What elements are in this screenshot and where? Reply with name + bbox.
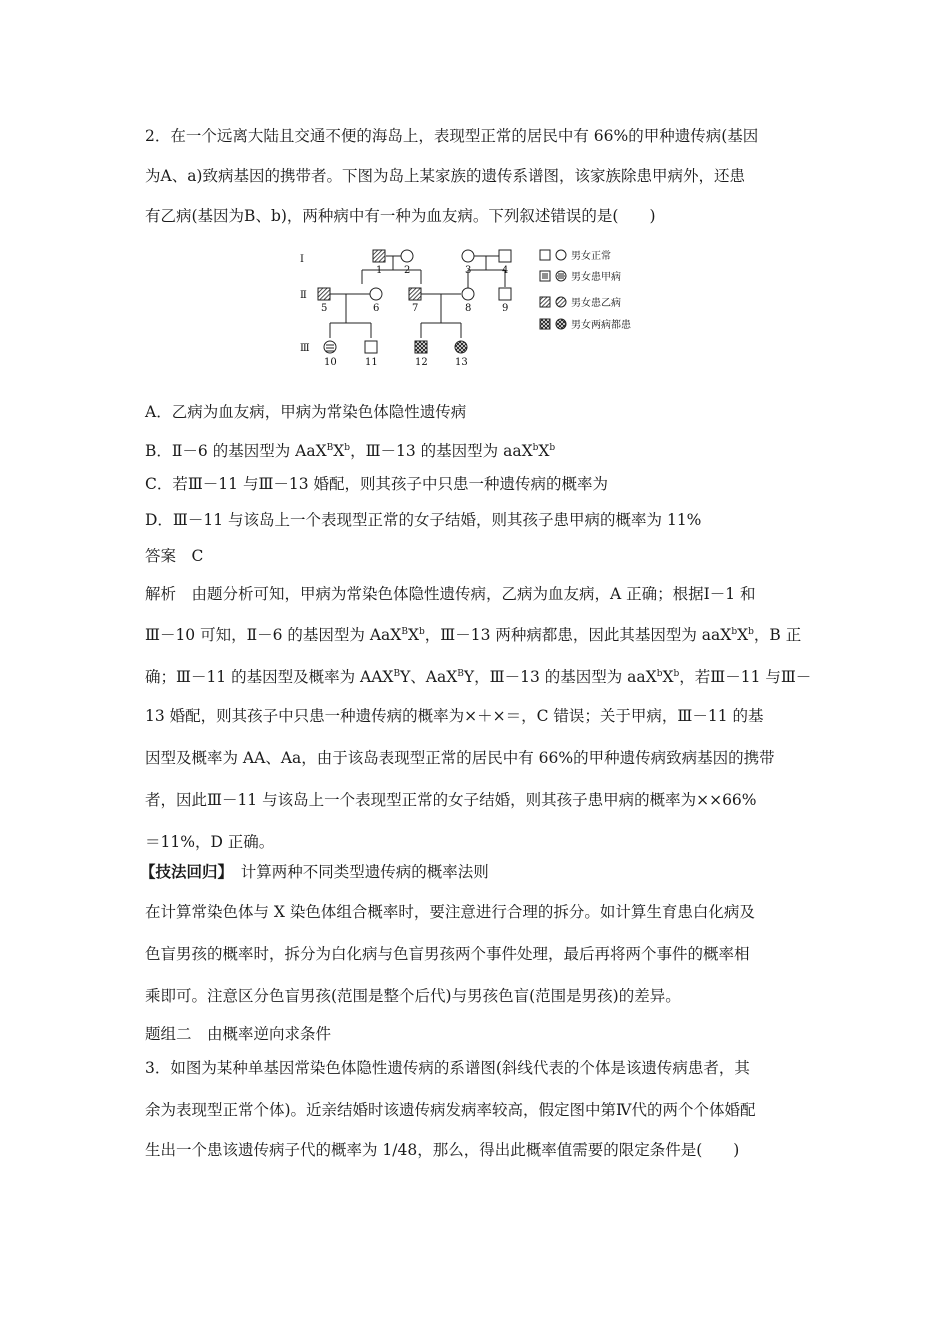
tip-line-3: 乘即可。注意区分色盲男孩(范围是整个后代)与男孩色盲(范围是男孩)的差异。 xyxy=(145,987,681,1005)
answer: 答案 C xyxy=(145,547,204,565)
lines-gen2 xyxy=(330,294,461,338)
lines-gen1-left xyxy=(362,256,421,284)
individual-I3 xyxy=(462,250,474,262)
gen-2-label: Ⅱ xyxy=(300,290,307,301)
analysis-line-6: 者，因此Ⅲ－11 与该岛上一个表现型正常的女子结婚，则其孩子患甲病的概率为××66% xyxy=(145,791,757,809)
label-6: 6 xyxy=(373,303,380,314)
analysis-line-7: ＝11%，D 正确。 xyxy=(145,833,275,851)
label-11: 11 xyxy=(365,357,378,368)
label-3: 3 xyxy=(465,265,472,276)
q3-line-1: 3．如图为某种单基因常染色体隐性遗传病的系谱图(斜线代表的个体是该遗传病患者，其 xyxy=(145,1059,750,1077)
q3-line-2: 余为表现型正常个体)。近亲结婚时该遗传病发病率较高，假定图中第Ⅳ代的两个个体婚配 xyxy=(145,1101,756,1119)
analysis-line-4: 13 婚配，则其孩子中只患一种遗传病的概率为×＋×＝，C 错误；关于甲病，Ⅲ－11 的基 xyxy=(145,707,764,725)
label-7: 7 xyxy=(412,303,419,314)
label-8: 8 xyxy=(465,303,472,314)
q2-line-1: 2．在一个远离大陆且交通不便的海岛上，表现型正常的居民中有 66%的甲种遗传病(基因 xyxy=(145,127,759,145)
tip-line-2: 色盲男孩的概率时，拆分为白化病与色盲男孩两个事件处理，最后再将两个事件的概率相 xyxy=(145,945,750,963)
analysis-line-2: Ⅲ－10 可知，Ⅱ－6 的基因型为 $AaX^BX^b$，Ⅲ－13 两种病都患，因此其基因型为 $aaX^bX^b$，B 正 xyxy=(145,626,802,645)
legend-both: 男女两病都患 xyxy=(571,320,631,331)
label-9: 9 xyxy=(502,303,509,314)
gen-3-label: Ⅲ xyxy=(300,343,310,354)
option-d: D．Ⅲ－11 与该岛上一个表现型正常的女子结婚，则其孩子患甲病的概率为 11% xyxy=(145,511,702,529)
label-4: 4 xyxy=(502,265,509,276)
individual-III11 xyxy=(365,341,377,353)
label-10: 10 xyxy=(324,357,337,368)
legend-disease-b: 男女患乙病 xyxy=(571,298,621,309)
analysis-line-3: 确；Ⅲ－11 的基因型及概率为 $AAX^BY$、AaX$^B$Y，Ⅲ－13 的基因型为 $aaX^bX^b$，若Ⅲ－11 与Ⅲ－ xyxy=(145,668,812,687)
legend-disease-a: 男女患甲病 xyxy=(571,272,621,283)
tip-line-1: 在计算常染色体与 X 染色体组合概率时，要注意进行合理的拆分。如计算生育患白化病及 xyxy=(145,903,755,921)
label-13: 13 xyxy=(455,357,468,368)
option-a: A．乙病为血友病，甲病为常染色体隐性遗传病 xyxy=(145,403,467,421)
individual-II5 xyxy=(318,288,330,300)
individual-III13 xyxy=(455,341,467,353)
pedigree-chart xyxy=(290,244,660,370)
legend-normal: 男女正常 xyxy=(571,251,611,262)
label-2: 2 xyxy=(404,265,411,276)
individual-I1 xyxy=(373,250,385,262)
option-b: B．Ⅱ－6 的基因型为 $AaX^BX^b$，Ⅲ－13 的基因型为 $aaX^bX^b$ xyxy=(145,442,556,461)
gen-1-label: Ⅰ xyxy=(300,254,304,265)
analysis-line-1: 解析 由题分析可知，甲病为常染色体隐性遗传病，乙病为血友病，A 正确；根据Ⅰ－1 和 xyxy=(145,585,756,603)
q2-line-3: 有乙病(基因为B、b)，两种病中有一种为血友病。下列叙述错误的是( ) xyxy=(145,207,656,225)
tip-heading: 【技法回归】 计算两种不同类型遗传病的概率法则 xyxy=(140,863,489,881)
individual-III12 xyxy=(415,341,427,353)
individual-II7 xyxy=(409,288,421,300)
analysis-line-5: 因型及概率为 AA、Aa，由于该岛表现型正常的居民中有 66%的甲种遗传病致病基因的携带 xyxy=(145,749,775,767)
individual-III10 xyxy=(324,341,336,353)
individual-I2 xyxy=(401,250,413,262)
label-1: 1 xyxy=(376,265,383,276)
option-c: C．若Ⅲ－11 与Ⅲ－13 婚配，则其孩子中只患一种遗传病的概率为 xyxy=(145,475,609,493)
label-12: 12 xyxy=(415,357,428,368)
q2-line-2: 为A、a)致病基因的携带者。下图为岛上某家族的遗传系谱图，该家族除患甲病外，还患 xyxy=(145,167,745,185)
label-5: 5 xyxy=(321,303,328,314)
individual-I4 xyxy=(499,250,511,262)
legend xyxy=(540,249,632,331)
q3-line-3: 生出一个患该遗传病子代的概率为 1/48，那么，得出此概率值需要的限定条件是( ) xyxy=(145,1141,740,1159)
individual-II6 xyxy=(370,288,382,300)
individual-II8 xyxy=(462,288,474,300)
group-2-heading: 题组二 由概率逆向求条件 xyxy=(145,1025,332,1043)
individual-II9 xyxy=(499,288,511,300)
